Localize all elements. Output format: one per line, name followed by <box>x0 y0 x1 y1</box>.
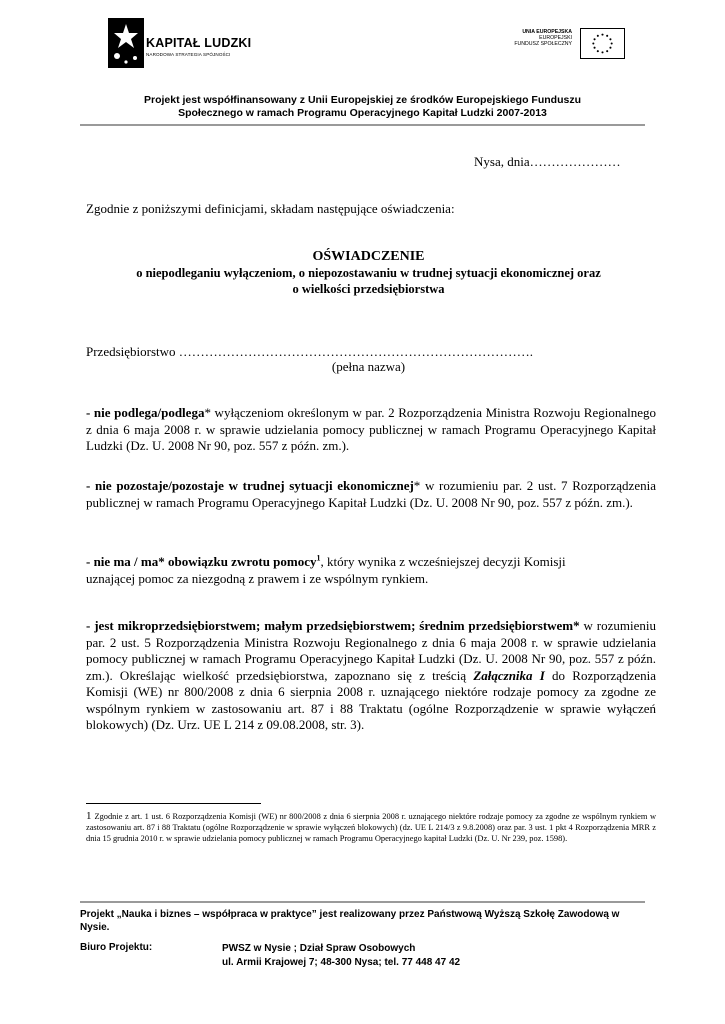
footnote-text: Zgodnie z art. 1 ust. 6 Rozporządzenia Komisji (WE) nr 800/2008 z dnia 6 sierpnia 2008 r. uznającego niektóre rodzaje pomocy za zgodne ze wspólnym rynkiem w zastosowaniu art. 87 i 88 Traktatu (ogólne Rozporządzenie w sprawie wyłączeń blokowych) (dz. UE L 214/3 z 9.8.2008) oraz par. 3 ust. 1 pkt 4 Rozporządzenia MRR z dnia 15 grudnia 2010 r. w sprawie udzielania pomocy publicznej w ramach Programu Operacyjnego kapitał Ludzki (Dz. U. Nr 239, poz. 1598). <box>86 812 656 844</box>
footnote <box>86 811 656 845</box>
footer-office-address <box>222 942 460 969</box>
statement-exclusions-text: * wyłączeniom określonym w par. 2 Rozporządzenia Ministra Rozwoju Regionalnego z dnia 6 maja 2008 r. w sprawie udzielania pomocy publicznej w ramach Programu Operacyjnego Kapitał Ludzki (Dz. U. 2008 Nr 90, poz. 557 z późn. zm.). <box>86 405 656 453</box>
logo-title: KAPITAŁ LUDZKI <box>146 36 252 50</box>
footnote-reference: 1 <box>316 553 321 563</box>
annex-reference: Załącznika I <box>473 667 545 683</box>
statement-aid-recovery <box>86 554 656 587</box>
statement-enterprise-size <box>86 618 656 734</box>
cofinancing-line1: Projekt jest współfinansowany z Unii Europejskiej ze środków Europejskiego Funduszu <box>143 94 581 106</box>
statement-size-choice: - jest mikroprzedsiębiorstwem; małym przedsiębiorstwem; średnim przedsiębiorstwem* <box>86 618 580 633</box>
header-divider <box>80 124 645 126</box>
eu-line1: UNIA EUROPEJSKA <box>522 29 572 35</box>
eu-logo-text <box>496 29 572 48</box>
footer-project-info: Projekt „Nauka i biznes – współpraca w praktyce” jest realizowany przez Państwową Wyższą Szkołę Zawodową w Nysie. <box>80 909 620 933</box>
statement-aid-choice: - nie ma / ma* obowiązku zwrotu pomocy <box>86 554 317 569</box>
company-name-hint: (pełna nazwa) <box>331 359 406 374</box>
cofinancing-line2: Społecznego w ramach Programu Operacyjnego Kapitał Ludzki 2007-2013 <box>178 107 547 119</box>
statement-economic-choice: - nie pozostaje/pozostaje w trudnej sytuacji ekonomicznej <box>86 478 414 493</box>
footer-office-line1: PWSZ w Nysie ; Dział Spraw Osobowych <box>222 943 416 954</box>
statement-exclusions-choice: - nie podlega/podlega <box>86 405 205 420</box>
eu-line3: FUNDUSZ SPOŁECZNY <box>514 41 572 48</box>
footer-office-label: Biuro Projektu: <box>80 942 153 953</box>
statement-size-text-b: do Rozporządzenia Komisji (WE) nr 800/2008 z dnia 6 sierpnia 2008 r. uznającego niektóre rodzaje pomocy za zgodne ze wspólnym rynkiem w zastosowaniu art. 87 i 88 Traktatu (ogólne Rozporządzenie w sprawie wyłączeń blokowych) (Dz. Urz. UE L 214 z 09.08.2008, str. 3). <box>86 667 657 732</box>
place-date: Nysa, dnia………………… <box>474 154 621 169</box>
eu-flag-icon <box>580 28 625 59</box>
footer-office-line2: ul. Armii Krajowej 7; 48-300 Nysa; tel. 77 448 47 42 <box>222 956 461 968</box>
eu-line2: EUROPEJSKI <box>539 35 572 42</box>
subtitle-line1: o niepodleganiu wyłączeniom, o niepozostawaniu w trudnej sytuacji ekonomicznej oraz <box>136 266 601 280</box>
statement-size-text-a: w rozumieniu par. 2 ust. 5 Rozporządzenia Ministra Rozwoju Regionalnego z dnia 6 maja 2008 r. w sprawie udzielania pomocy publicznej w ramach Programu Operacyjnego Kapitał Ludzki (Dz. U. 2008 Nr 90, poz. 557 z późn. zm.). Określając wielkość przedsiębiorstwa, zapoznano się z treścią <box>86 618 657 683</box>
statement-aid-text-line2: uznającej pomoc za niezgodną z prawem i ze wspólnym rynkiem. <box>86 570 429 586</box>
statement-aid-text-line1: , który wynika z wcześniejszej decyzji Komisji <box>320 554 566 569</box>
statement-economic-situation <box>86 478 656 511</box>
cofinancing-notice <box>80 94 645 120</box>
document-title: OŚWIADCZENIE <box>312 249 425 264</box>
intro-text: Zgodnie z poniższymi definicjami, składam następujące oświadczenia: <box>86 201 455 216</box>
subtitle-line2: o wielkości przedsiębiorstwa <box>292 281 445 296</box>
footer-divider <box>80 901 645 903</box>
logo-subtitle: NARODOWA STRATEGIA SPÓJNOŚCI <box>146 52 231 57</box>
statement-exclusions <box>86 405 656 455</box>
statement-economic-text: * w rozumieniu par. 2 ust. 7 Rozporządzenia publicznej w ramach Programu Operacyjnego Kapitał Ludzki (Dz. U. 2008 Nr 90, poz. 557 z późn. zm.). <box>86 478 656 510</box>
document-subtitle <box>86 266 651 297</box>
footnote-divider <box>86 803 261 804</box>
company-name-field: Przedsiębiorstwo ………………………………………………………………………. <box>86 344 534 359</box>
footnote-mark: 1 <box>86 810 92 822</box>
